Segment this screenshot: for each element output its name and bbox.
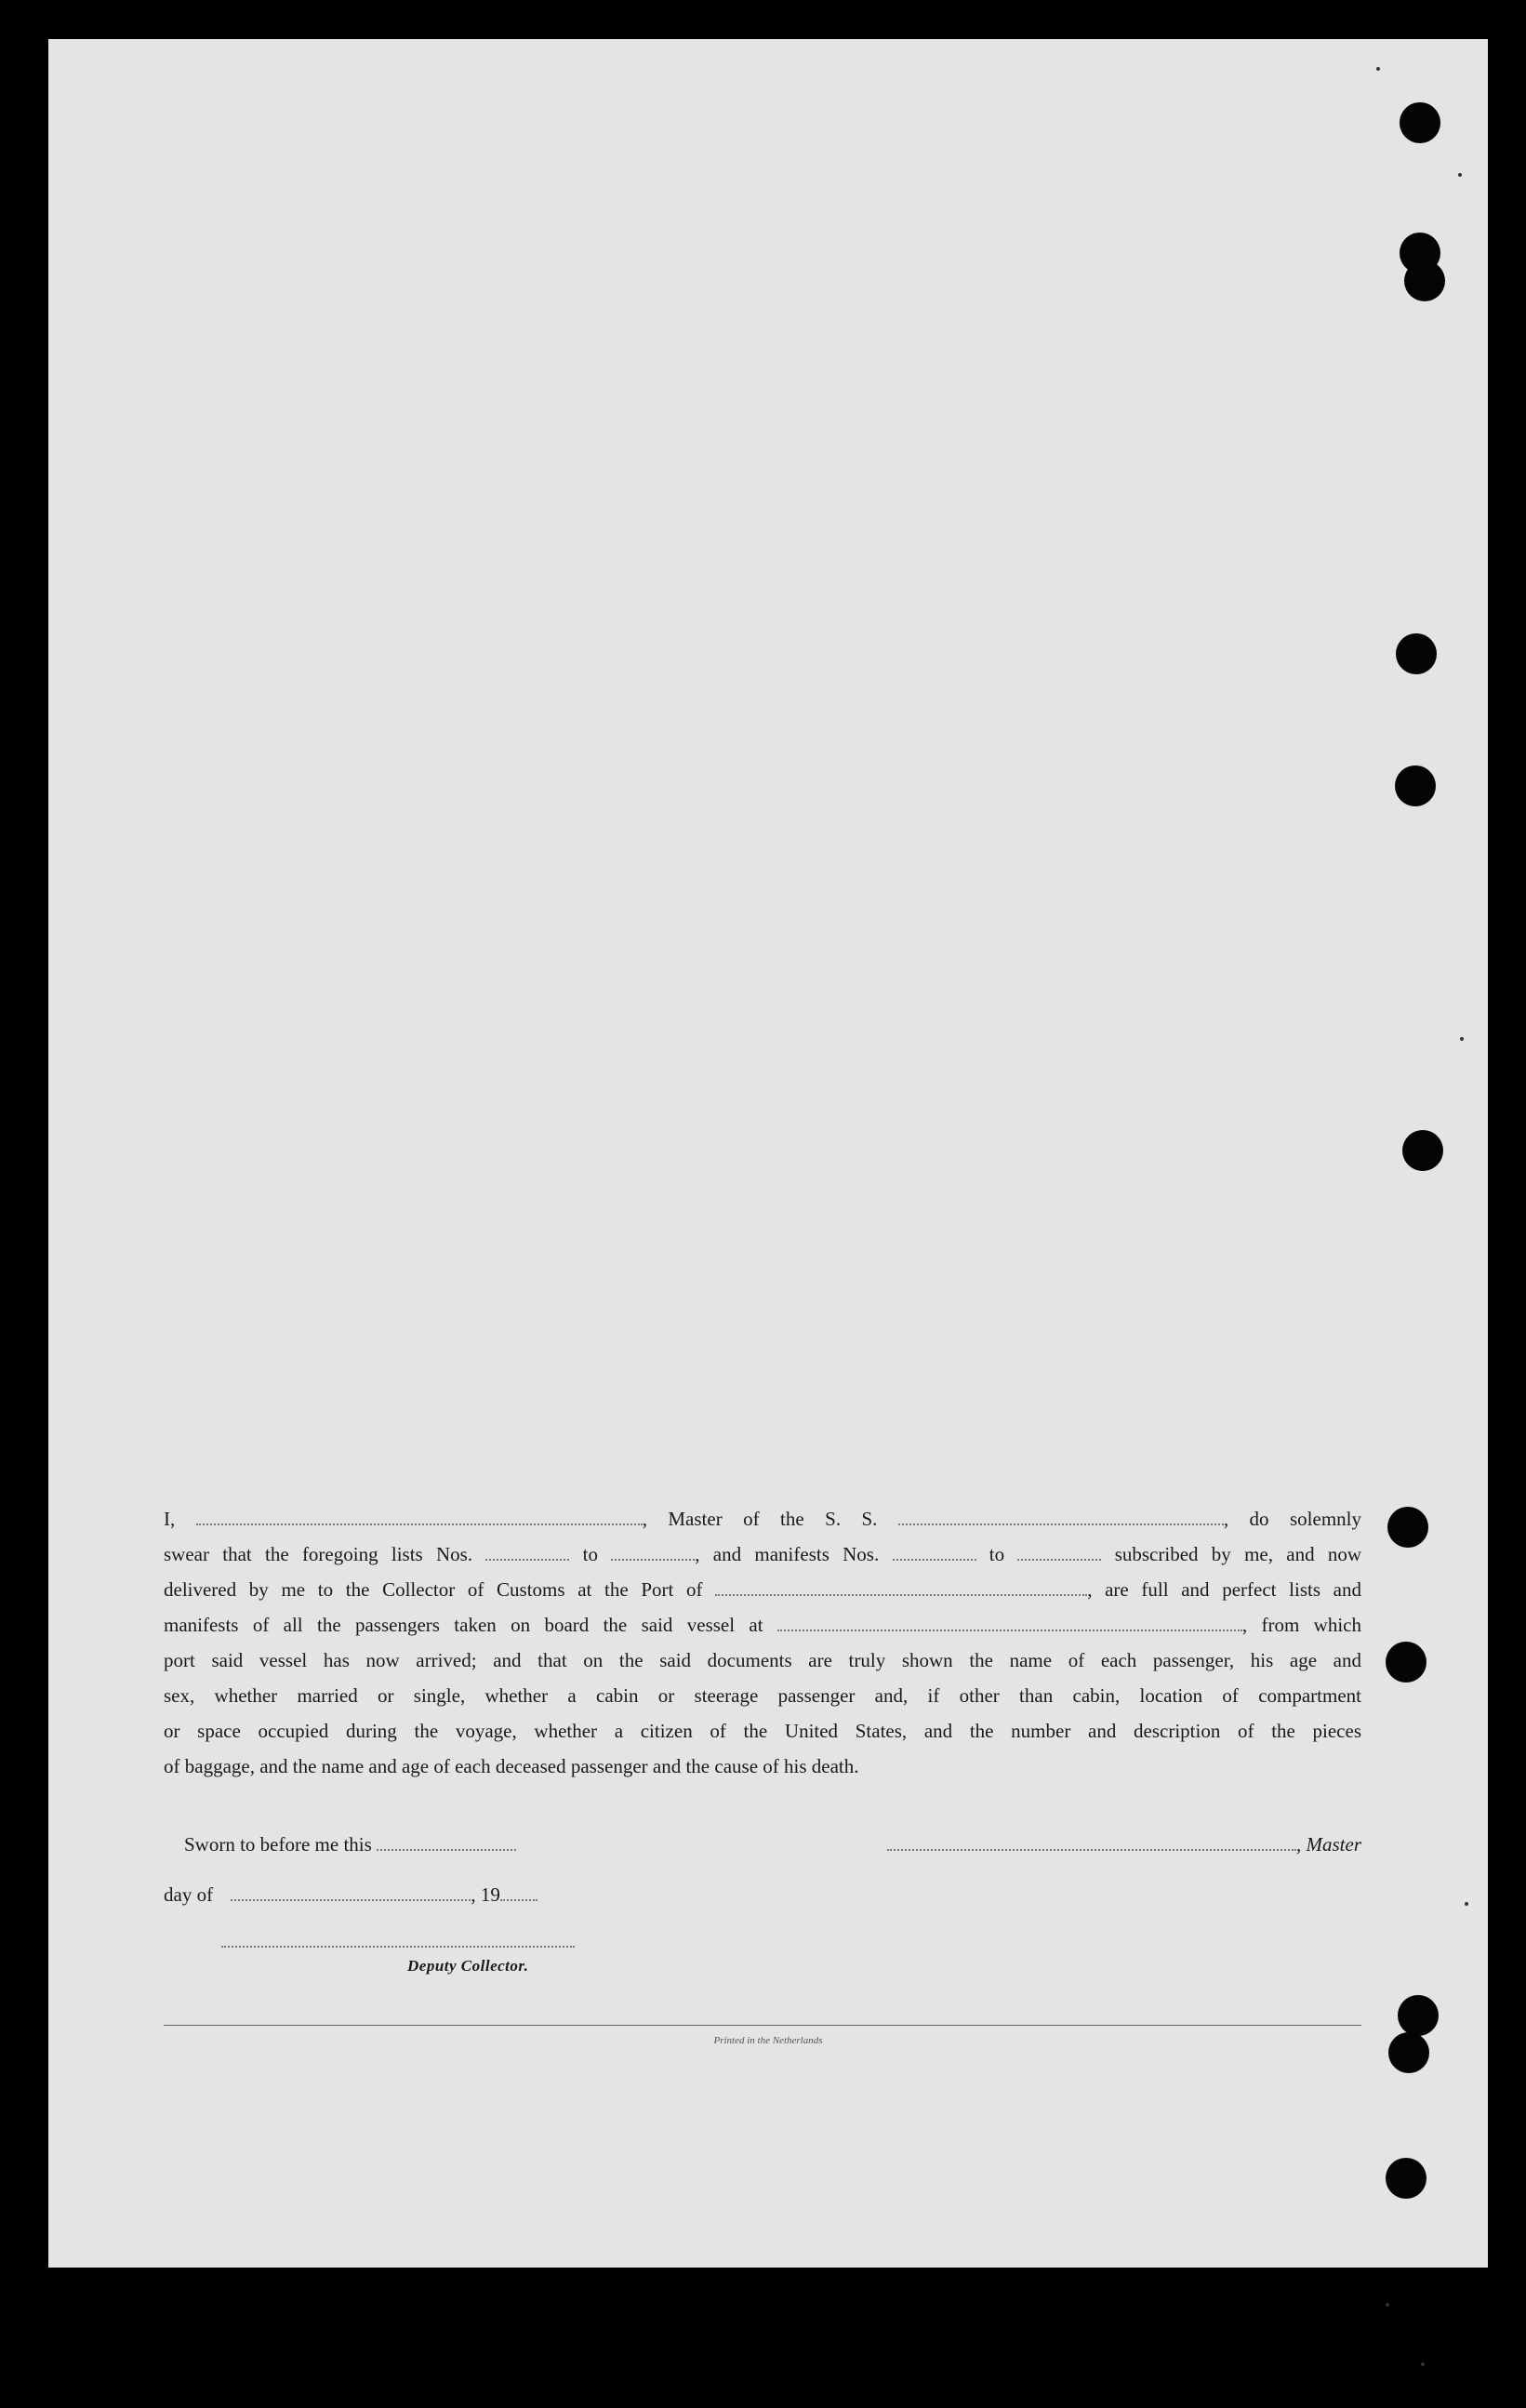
manifest-from-blank	[893, 1546, 976, 1561]
oath-text: to	[582, 1543, 598, 1565]
oath-text: to	[989, 1543, 1005, 1565]
sworn-text: Sworn to before me this	[184, 1833, 372, 1856]
oath-text: manifests of all the passengers taken on board the said vessel at	[164, 1614, 763, 1636]
printed-note: Printed in the Netherlands	[713, 2035, 823, 2046]
punch-hole	[1386, 1642, 1426, 1683]
day-of-text: day of	[164, 1883, 214, 1906]
deputy-collector-label: Deputy Collector.	[407, 1957, 529, 1975]
vessel-name-blank	[898, 1510, 1224, 1525]
punch-hole	[1395, 765, 1436, 806]
sworn-left	[184, 1827, 516, 1862]
speck	[1465, 1902, 1468, 1906]
oath-text: , Master of the S. S.	[642, 1508, 878, 1530]
manifest-to-blank	[1017, 1546, 1101, 1561]
port-blank	[715, 1581, 1087, 1596]
oath-text: delivered by me to the Collector of Customs at the Port of	[164, 1578, 703, 1601]
oath-line-6: sex, whether married or single, whether a cabin or steerage passenger and, if other than cabin, location of compartment	[164, 1684, 1361, 1707]
master-name-blank	[196, 1510, 643, 1525]
master-oath-paragraph	[164, 1501, 1361, 1784]
day-of-line	[164, 1877, 537, 1912]
punch-hole	[1398, 1995, 1439, 2036]
year-blank	[500, 1886, 537, 1901]
sworn-date-blank	[377, 1836, 516, 1851]
punch-hole	[1402, 1130, 1443, 1171]
oath-text: subscribed by me, and now	[1114, 1543, 1362, 1565]
speck	[1460, 1037, 1464, 1041]
punch-hole	[1388, 2032, 1429, 2073]
oath-line-8: of baggage, and the name and age of each deceased passenger and the cause of his death.	[164, 1755, 859, 1777]
master-signature-blank	[887, 1836, 1296, 1851]
oath-text: , and manifests Nos.	[695, 1543, 880, 1565]
punch-hole	[1400, 102, 1440, 143]
oath-line-2	[164, 1537, 1361, 1572]
punch-hole	[1396, 633, 1437, 674]
speck	[1421, 2362, 1425, 2366]
document-page	[48, 39, 1488, 2268]
punch-hole	[1386, 2158, 1426, 2199]
departure-port-blank	[777, 1616, 1242, 1631]
oath-text: , do solemnly	[1223, 1508, 1361, 1530]
oath-text: , are full and perfect lists and	[1087, 1578, 1361, 1601]
footer-divider	[164, 2025, 1361, 2026]
punch-hole	[1387, 1507, 1428, 1548]
oath-line-5: port said vessel has now arrived; and that on the said documents are truly shown the name of each passenger, his age and	[164, 1649, 1361, 1671]
oath-line-4	[164, 1607, 1361, 1643]
master-signature	[887, 1827, 1361, 1862]
master-label: , Master	[1296, 1833, 1361, 1856]
oath-text: I,	[164, 1508, 176, 1530]
list-to-blank	[611, 1546, 695, 1561]
speck	[1458, 173, 1462, 177]
year-prefix: , 19	[471, 1883, 500, 1906]
oath-line-1	[164, 1501, 1361, 1537]
deputy-collector-signature-line	[221, 1944, 575, 1948]
oath-line-3	[164, 1572, 1361, 1607]
list-from-blank	[485, 1546, 569, 1561]
speck	[1386, 2303, 1389, 2307]
oath-text: swear that the foregoing lists Nos.	[164, 1543, 473, 1565]
month-blank	[231, 1886, 471, 1901]
oath-text: , from which	[1241, 1614, 1361, 1636]
speck	[1376, 67, 1380, 71]
oath-line-7: or space occupied during the voyage, whether a citizen of the United States, and the number and description of the pieces	[164, 1720, 1361, 1742]
punch-hole	[1404, 260, 1445, 301]
